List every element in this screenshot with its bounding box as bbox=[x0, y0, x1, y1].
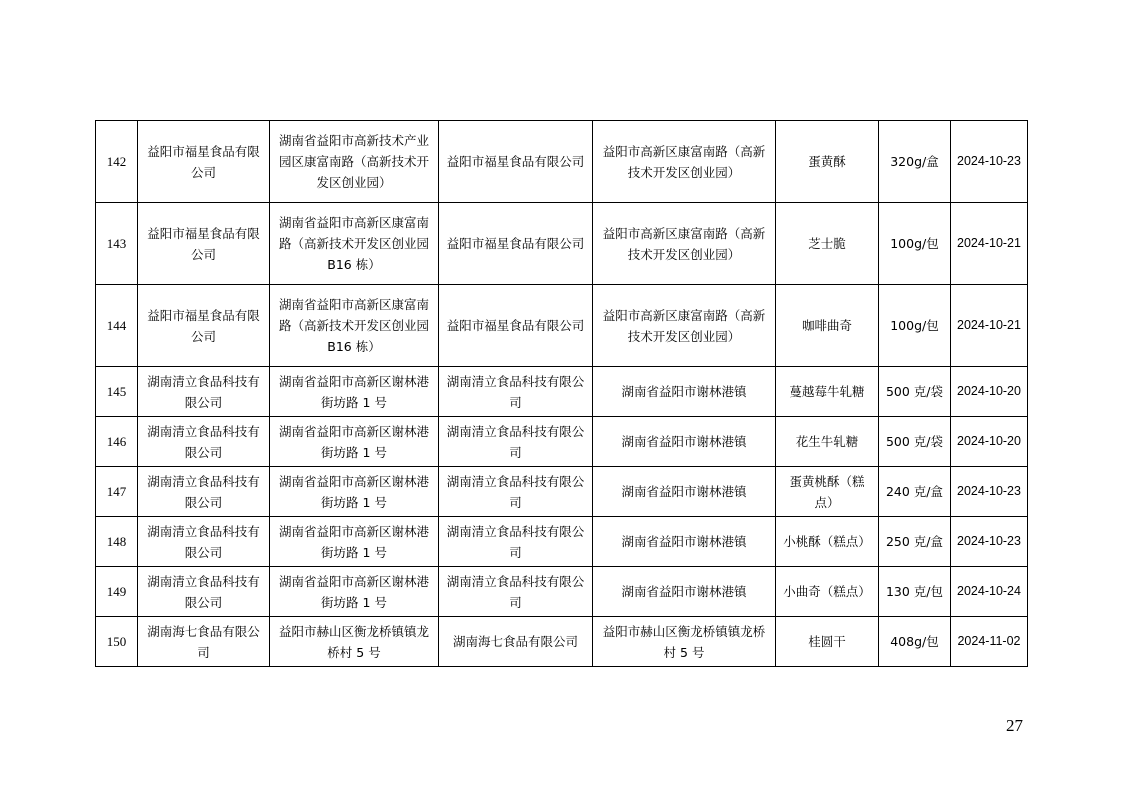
table-row bbox=[96, 121, 1028, 203]
seller-name: 湖南海七食品有限公司 bbox=[439, 617, 593, 667]
product-spec: 100g/包 bbox=[879, 203, 951, 285]
table-row bbox=[96, 467, 1028, 517]
product-spec: 100g/包 bbox=[879, 285, 951, 367]
producer-address: 湖南省益阳市高新区谢林港街坊路 1 号 bbox=[270, 567, 439, 617]
producer-name: 益阳市福星食品有限公司 bbox=[138, 121, 270, 203]
row-number: 143 bbox=[96, 203, 138, 285]
table-row bbox=[96, 417, 1028, 467]
producer-address: 湖南省益阳市高新区康富南路（高新技术开发区创业园 B16 栋） bbox=[270, 203, 439, 285]
seller-address: 益阳市高新区康富南路（高新技术开发区创业园） bbox=[593, 285, 776, 367]
product-spec: 130 克/包 bbox=[879, 567, 951, 617]
production-date: 2024-10-20 bbox=[951, 367, 1028, 417]
producer-name: 益阳市福星食品有限公司 bbox=[138, 285, 270, 367]
page-number: 27 bbox=[1006, 716, 1023, 735]
production-date: 2024-10-23 bbox=[951, 517, 1028, 567]
product-name: 小曲奇（糕点） bbox=[776, 567, 879, 617]
producer-address: 湖南省益阳市高新技术产业园区康富南路（高新技术开发区创业园） bbox=[270, 121, 439, 203]
product-spec: 408g/包 bbox=[879, 617, 951, 667]
seller-name: 湖南清立食品科技有限公司 bbox=[439, 517, 593, 567]
production-date: 2024-10-23 bbox=[951, 467, 1028, 517]
product-name: 花生牛轧糖 bbox=[776, 417, 879, 467]
row-number: 149 bbox=[96, 567, 138, 617]
product-spec: 500 克/袋 bbox=[879, 417, 951, 467]
table-row bbox=[96, 285, 1028, 367]
seller-name: 湖南清立食品科技有限公司 bbox=[439, 417, 593, 467]
producer-name: 湖南清立食品科技有限公司 bbox=[138, 517, 270, 567]
seller-address: 湖南省益阳市谢林港镇 bbox=[593, 517, 776, 567]
row-number: 148 bbox=[96, 517, 138, 567]
row-number: 150 bbox=[96, 617, 138, 667]
row-number: 147 bbox=[96, 467, 138, 517]
production-date: 2024-10-24 bbox=[951, 567, 1028, 617]
seller-name: 益阳市福星食品有限公司 bbox=[439, 203, 593, 285]
seller-name: 湖南清立食品科技有限公司 bbox=[439, 467, 593, 517]
seller-address: 益阳市高新区康富南路（高新技术开发区创业园） bbox=[593, 121, 776, 203]
seller-name: 益阳市福星食品有限公司 bbox=[439, 285, 593, 367]
row-number: 142 bbox=[96, 121, 138, 203]
product-spec: 320g/盒 bbox=[879, 121, 951, 203]
seller-address: 湖南省益阳市谢林港镇 bbox=[593, 467, 776, 517]
table-row bbox=[96, 617, 1028, 667]
product-name: 小桃酥（糕点） bbox=[776, 517, 879, 567]
product-spec: 240 克/盒 bbox=[879, 467, 951, 517]
producer-name: 湖南海七食品有限公司 bbox=[138, 617, 270, 667]
producer-name: 湖南清立食品科技有限公司 bbox=[138, 367, 270, 417]
production-date: 2024-10-21 bbox=[951, 203, 1028, 285]
producer-name: 湖南清立食品科技有限公司 bbox=[138, 417, 270, 467]
seller-name: 湖南清立食品科技有限公司 bbox=[439, 367, 593, 417]
product-name: 桂圆干 bbox=[776, 617, 879, 667]
row-number: 144 bbox=[96, 285, 138, 367]
product-name: 蛋黄酥 bbox=[776, 121, 879, 203]
product-spec: 250 克/盒 bbox=[879, 517, 951, 567]
row-number: 146 bbox=[96, 417, 138, 467]
producer-address: 湖南省益阳市高新区谢林港街坊路 1 号 bbox=[270, 417, 439, 467]
food-sampling-table bbox=[95, 120, 1028, 667]
product-name: 蛋黄桃酥（糕点） bbox=[776, 467, 879, 517]
producer-address: 湖南省益阳市高新区谢林港街坊路 1 号 bbox=[270, 517, 439, 567]
production-date: 2024-10-23 bbox=[951, 121, 1028, 203]
production-date: 2024-11-02 bbox=[951, 617, 1028, 667]
production-date: 2024-10-21 bbox=[951, 285, 1028, 367]
seller-address: 益阳市高新区康富南路（高新技术开发区创业园） bbox=[593, 203, 776, 285]
production-date: 2024-10-20 bbox=[951, 417, 1028, 467]
producer-address: 湖南省益阳市高新区谢林港街坊路 1 号 bbox=[270, 467, 439, 517]
seller-name: 益阳市福星食品有限公司 bbox=[439, 121, 593, 203]
product-name: 咖啡曲奇 bbox=[776, 285, 879, 367]
table-row bbox=[96, 567, 1028, 617]
product-name: 蔓越莓牛轧糖 bbox=[776, 367, 879, 417]
seller-address: 湖南省益阳市谢林港镇 bbox=[593, 367, 776, 417]
seller-address: 湖南省益阳市谢林港镇 bbox=[593, 567, 776, 617]
seller-address: 湖南省益阳市谢林港镇 bbox=[593, 417, 776, 467]
producer-name: 湖南清立食品科技有限公司 bbox=[138, 567, 270, 617]
table-row bbox=[96, 203, 1028, 285]
product-name: 芝士脆 bbox=[776, 203, 879, 285]
table-row bbox=[96, 517, 1028, 567]
table-row bbox=[96, 367, 1028, 417]
product-spec: 500 克/袋 bbox=[879, 367, 951, 417]
seller-address: 益阳市赫山区衡龙桥镇镇龙桥村 5 号 bbox=[593, 617, 776, 667]
producer-address: 湖南省益阳市高新区康富南路（高新技术开发区创业园 B16 栋） bbox=[270, 285, 439, 367]
producer-address: 益阳市赫山区衡龙桥镇镇龙桥村 5 号 bbox=[270, 617, 439, 667]
producer-name: 益阳市福星食品有限公司 bbox=[138, 203, 270, 285]
producer-name: 湖南清立食品科技有限公司 bbox=[138, 467, 270, 517]
seller-name: 湖南清立食品科技有限公司 bbox=[439, 567, 593, 617]
producer-address: 湖南省益阳市高新区谢林港街坊路 1 号 bbox=[270, 367, 439, 417]
row-number: 145 bbox=[96, 367, 138, 417]
